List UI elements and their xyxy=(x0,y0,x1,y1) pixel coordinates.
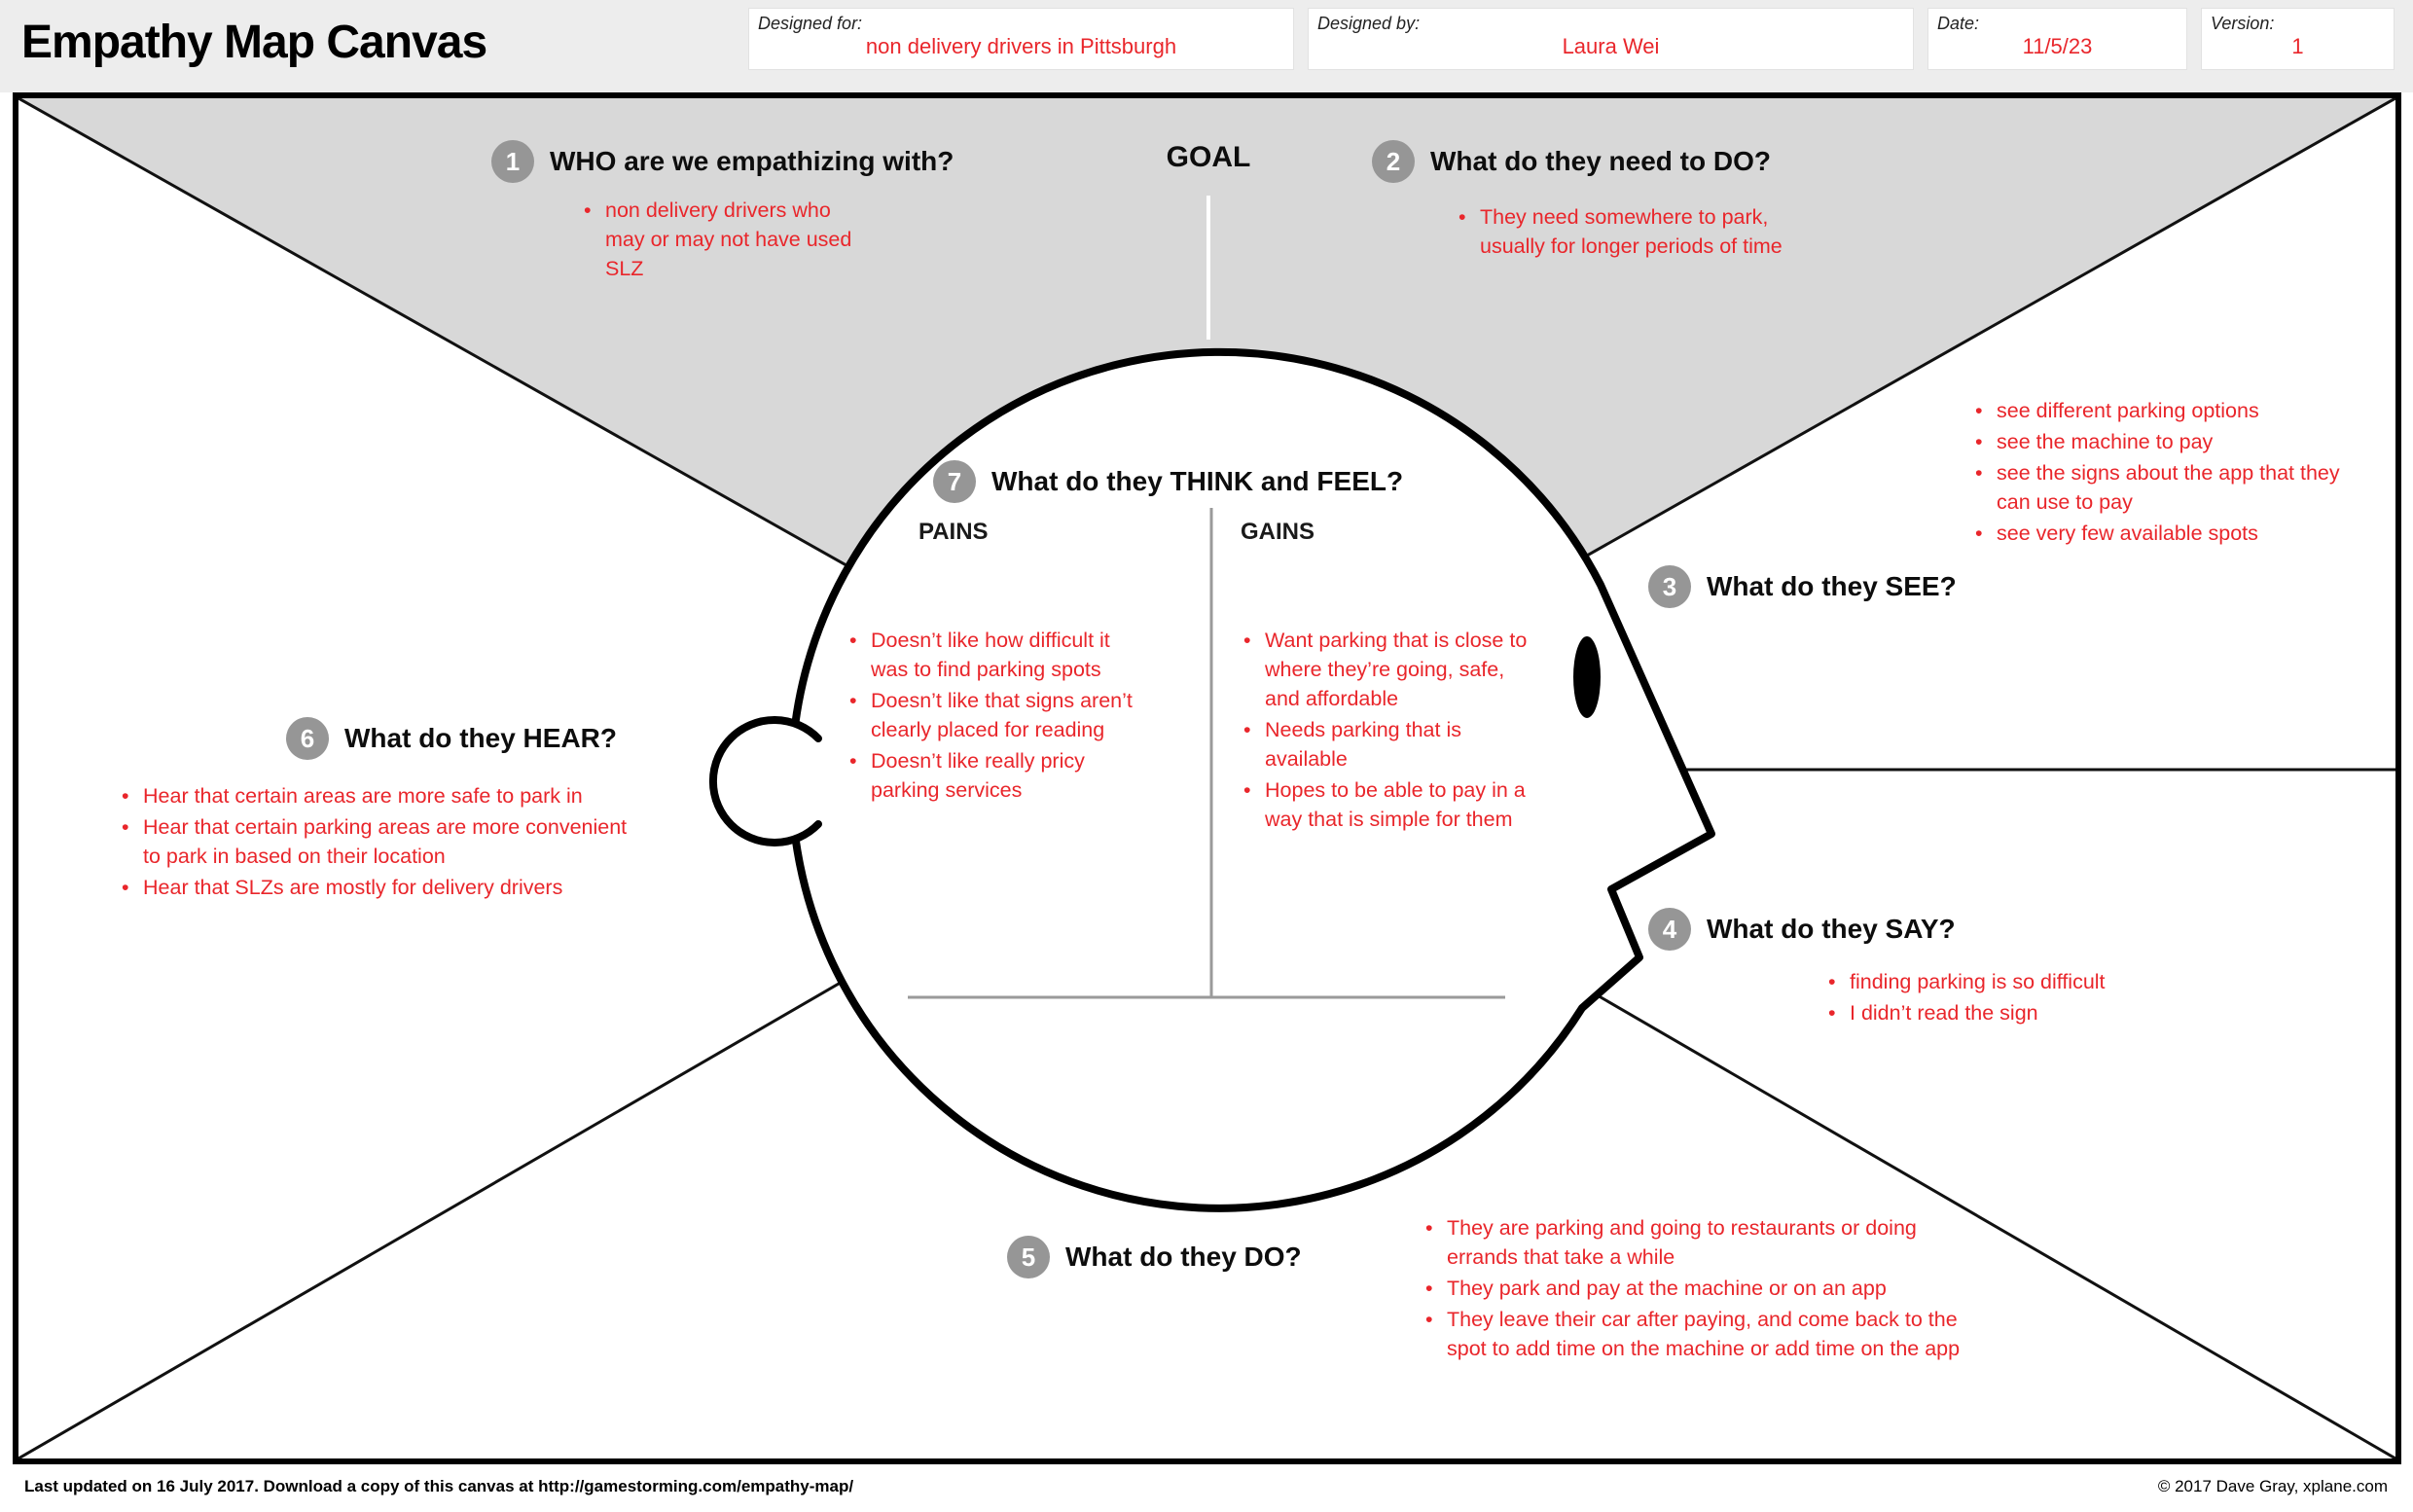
who-bullet-list xyxy=(582,196,874,285)
say-bullet-list xyxy=(1826,967,2264,1029)
field-version xyxy=(2201,8,2395,70)
section-title: What do they DO? xyxy=(1065,1242,1302,1272)
section-heading-do xyxy=(1007,1236,1302,1278)
empathy-map-canvas xyxy=(13,92,2401,1464)
bullet-item: • Needs parking that is available xyxy=(1242,715,1543,774)
field-designed-by xyxy=(1308,8,1914,70)
section-number-badge: 2 xyxy=(1372,140,1415,183)
section-heading-see xyxy=(1648,565,1957,608)
pains-column-label: PAINS xyxy=(918,519,989,545)
gains-bullet-list xyxy=(1242,626,1543,836)
bullet-item: • Doesn’t like how difficult it was to find parking spots xyxy=(847,626,1139,684)
footer-source-text: Last updated on 16 July 2017. Download a copy of this canvas at http://gamestorming.com/empathy-map/ xyxy=(24,1477,854,1495)
bullet-item: • They park and pay at the machine or on an app xyxy=(1423,1274,1978,1303)
section-title: WHO are we empathizing with? xyxy=(550,146,954,176)
section-number-badge: 5 xyxy=(1007,1236,1050,1278)
goal-label: GOAL xyxy=(1166,141,1251,173)
bullet-item: • see different parking options xyxy=(1973,396,2362,425)
bullet-item: • They need somewhere to park, usually for longer periods of time xyxy=(1457,202,1792,261)
section-number-badge: 3 xyxy=(1648,565,1691,608)
header xyxy=(0,0,2413,92)
bullet-item: • Hopes to be able to pay in a way that is simple for them xyxy=(1242,775,1543,834)
bullet-item: • Want parking that is close to where they’re going, safe, and affordable xyxy=(1242,626,1543,713)
header-fields xyxy=(748,8,2395,70)
section-number-badge: 4 xyxy=(1648,908,1691,951)
footer xyxy=(13,1464,2401,1512)
field-label: Designed by: xyxy=(1317,14,1421,33)
bullet-item: • Hear that certain parking areas are more convenient to park in based on their location xyxy=(120,812,650,871)
ear-icon xyxy=(713,720,818,843)
section-number-badge: 6 xyxy=(286,717,329,760)
bullet-item: • Hear that certain areas are more safe to park in xyxy=(120,781,650,810)
field-label: Designed for: xyxy=(758,14,863,33)
section-heading-think-feel xyxy=(933,460,1403,503)
section-heading-say xyxy=(1648,908,1956,951)
pains-bullet-list xyxy=(847,626,1139,807)
bullet-item: • see the signs about the app that they can use to pay xyxy=(1973,458,2362,517)
footer-copyright: © 2017 Dave Gray, xplane.com xyxy=(2157,1477,2388,1495)
section-heading-who xyxy=(491,140,954,183)
field-label: Version: xyxy=(2211,14,2275,33)
section-heading-hear xyxy=(286,717,617,760)
do-bullet-list xyxy=(1423,1213,1978,1365)
bullet-item: • Doesn’t like really pricy parking services xyxy=(847,746,1139,805)
gains-column-label: GAINS xyxy=(1241,519,1315,545)
page-title: Empathy Map Canvas xyxy=(21,17,487,68)
section-title: What do they THINK and FEEL? xyxy=(991,466,1404,496)
field-value: Laura Wei xyxy=(1562,34,1660,58)
field-value: 1 xyxy=(2291,34,2304,58)
bullet-item: • finding parking is so difficult xyxy=(1826,967,2264,996)
see-bullet-list xyxy=(1973,396,2362,550)
bullet-item: • see the machine to pay xyxy=(1973,427,2362,456)
hear-bullet-list xyxy=(120,781,650,904)
field-value: non delivery drivers in Pittsburgh xyxy=(865,34,1177,58)
need-bullet-list xyxy=(1457,202,1792,263)
field-label: Date: xyxy=(1937,14,1980,33)
section-title: What do they HEAR? xyxy=(344,723,617,753)
section-title: What do they need to DO? xyxy=(1430,146,1771,176)
bullet-item: • They are parking and going to restaurants or doing errands that take a while xyxy=(1423,1213,1978,1272)
section-title: What do they SEE? xyxy=(1707,571,1957,601)
bullet-item: • I didn’t read the sign xyxy=(1826,998,2264,1027)
section-number-badge: 1 xyxy=(491,140,534,183)
bullet-item: • Doesn’t like that signs aren’t clearly placed for reading xyxy=(847,686,1139,744)
section-number-badge: 7 xyxy=(933,460,976,503)
bullet-item: • Hear that SLZs are mostly for delivery drivers xyxy=(120,873,650,902)
section-heading-need xyxy=(1372,140,1771,183)
bullet-item: • They leave their car after paying, and come back to the spot to add time on the machine or add time on the app xyxy=(1423,1305,1978,1363)
bullet-item: • non delivery drivers who may or may not have used SLZ xyxy=(582,196,874,283)
field-date xyxy=(1927,8,2187,70)
section-title: What do they SAY? xyxy=(1707,914,1956,944)
field-designed-for xyxy=(748,8,1294,70)
eye-icon xyxy=(1573,636,1601,718)
field-value: 11/5/23 xyxy=(2022,34,2093,58)
bullet-item: • see very few available spots xyxy=(1973,519,2362,548)
